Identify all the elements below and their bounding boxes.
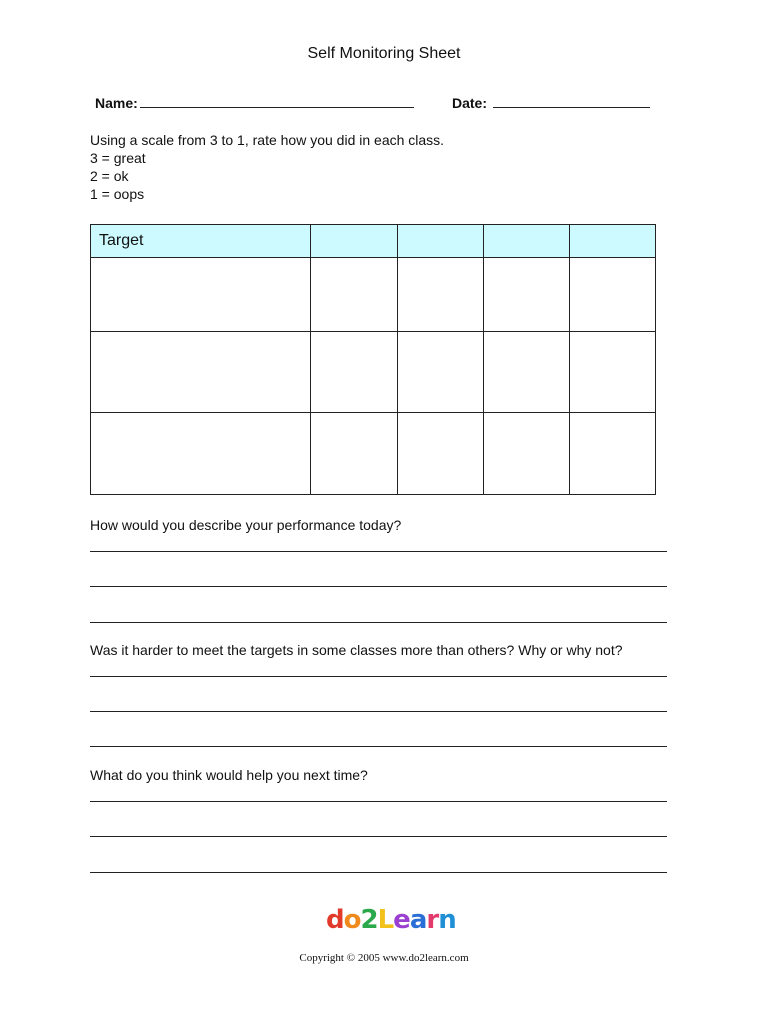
date-label: Date:	[452, 95, 488, 111]
answer-line[interactable]	[90, 676, 667, 677]
answer-line[interactable]	[90, 836, 667, 837]
answer-line[interactable]	[90, 551, 667, 552]
question-performance: How would you describe your performance today?	[90, 517, 402, 533]
do2learn-logo	[326, 905, 456, 935]
name-label: Name:	[95, 95, 138, 111]
answer-line[interactable]	[90, 872, 667, 873]
logo-letter: L	[377, 905, 394, 935]
target-cell[interactable]	[91, 413, 311, 495]
class-header-cell[interactable]	[311, 225, 397, 258]
answer-line[interactable]	[90, 622, 667, 623]
target-header-cell: Target	[91, 225, 311, 258]
rating-cell[interactable]	[311, 258, 397, 332]
rating-cell[interactable]	[311, 413, 397, 495]
scale-item-3: 3 = great	[90, 150, 146, 166]
date-field	[452, 93, 650, 111]
logo-letter: 2	[360, 905, 378, 935]
rating-cell[interactable]	[311, 332, 397, 413]
rating-cell[interactable]	[483, 413, 569, 495]
table-row	[91, 413, 656, 495]
rating-cell[interactable]	[397, 258, 483, 332]
table-row	[91, 332, 656, 413]
class-header-cell[interactable]	[483, 225, 569, 258]
rating-cell[interactable]	[569, 258, 655, 332]
logo-letter: n	[438, 905, 456, 935]
name-blank-line[interactable]	[140, 93, 414, 108]
answer-line[interactable]	[90, 801, 667, 802]
scale-item-1: 1 = oops	[90, 186, 145, 202]
class-header-cell[interactable]	[569, 225, 655, 258]
answer-line[interactable]	[90, 586, 667, 587]
page-title: Self Monitoring Sheet	[307, 45, 461, 62]
question-harder-classes: Was it harder to meet the targets in some classes more than others? Why or why not?	[90, 642, 623, 658]
logo-letter: d	[326, 905, 344, 935]
rating-cell[interactable]	[483, 258, 569, 332]
logo-letter: r	[426, 905, 439, 935]
logo-letter: o	[343, 905, 361, 935]
instructions-intro: Using a scale from 3 to 1, rate how you did in each class.	[90, 132, 445, 148]
target-cell[interactable]	[91, 258, 311, 332]
logo-letter: e	[393, 905, 410, 935]
rating-cell[interactable]	[483, 332, 569, 413]
instructions	[90, 131, 444, 203]
question-next-time: What do you think would help you next time?	[90, 767, 368, 783]
rating-cell[interactable]	[397, 332, 483, 413]
rating-cell[interactable]	[397, 413, 483, 495]
class-header-cell[interactable]	[397, 225, 483, 258]
logo-letter: a	[409, 905, 427, 935]
rating-cell[interactable]	[569, 332, 655, 413]
table-header-row	[91, 225, 656, 258]
target-cell[interactable]	[91, 332, 311, 413]
answer-line[interactable]	[90, 711, 667, 712]
answer-line[interactable]	[90, 746, 667, 747]
table-row	[91, 258, 656, 332]
rating-cell[interactable]	[569, 413, 655, 495]
scale-item-2: 2 = ok	[90, 168, 129, 184]
name-field	[95, 93, 414, 111]
date-blank-line[interactable]	[493, 93, 650, 108]
copyright-text: Copyright © 2005 www.do2learn.com	[299, 952, 469, 964]
target-rating-table	[90, 224, 656, 495]
